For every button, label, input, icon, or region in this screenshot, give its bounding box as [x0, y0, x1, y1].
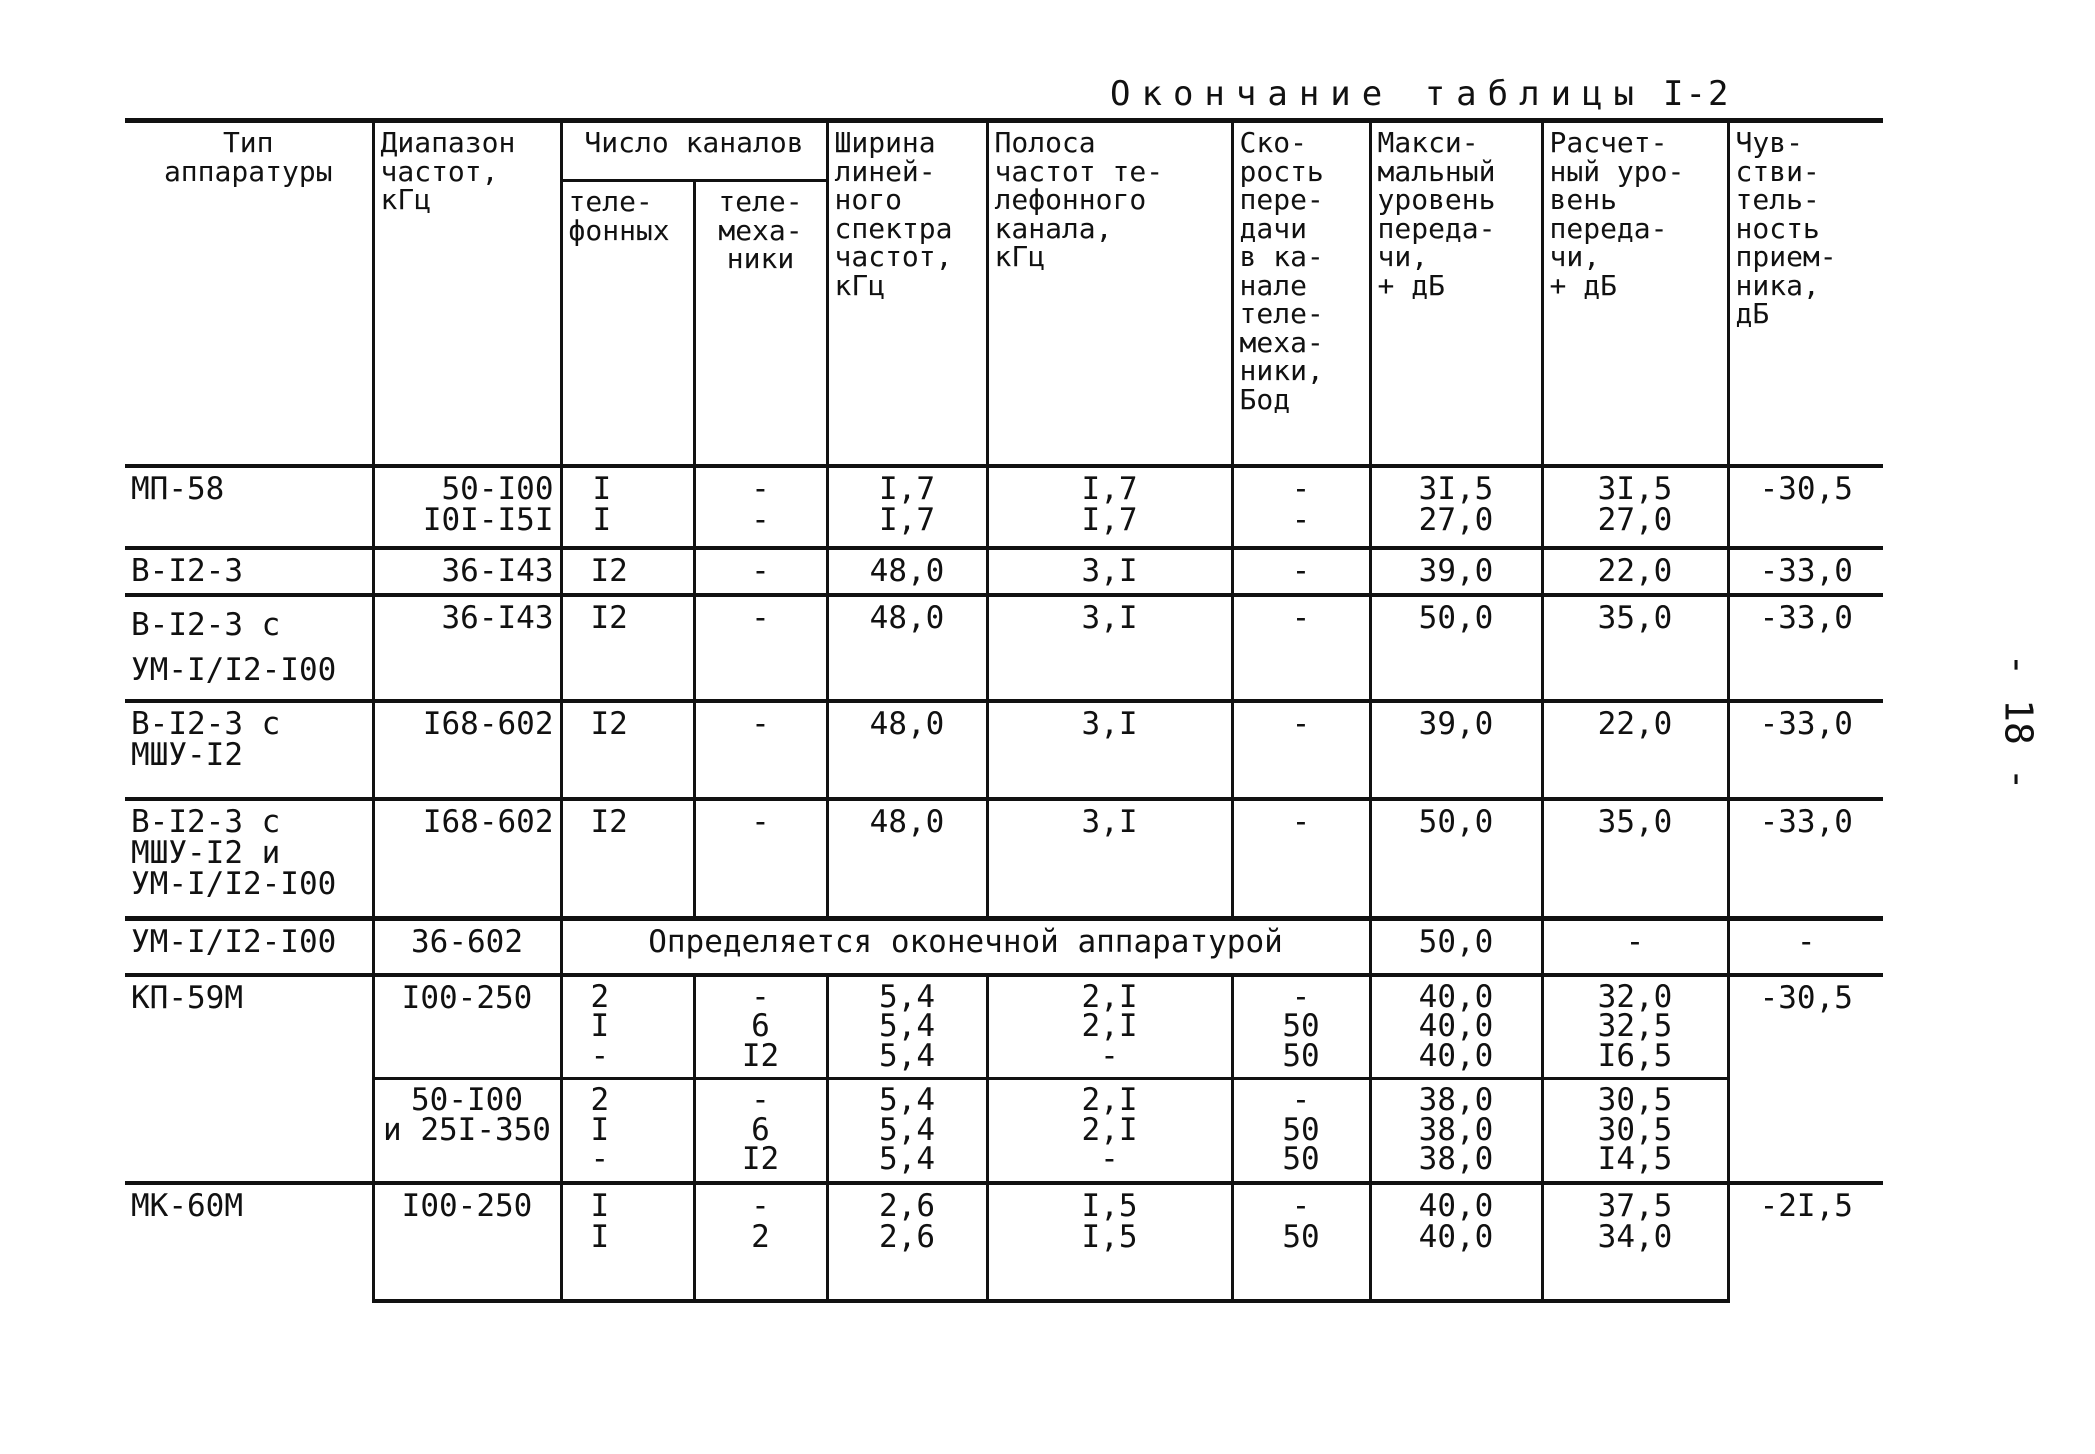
- cell-max: 40,0 40,0: [1370, 1183, 1542, 1301]
- cell-sens: -30,5: [1728, 466, 1883, 548]
- cell-telemech: -: [694, 701, 827, 799]
- cell-type: КП-59М: [125, 975, 373, 1183]
- cell-telemech: -: [694, 548, 827, 595]
- cell-telemech: -: [694, 799, 827, 919]
- header-type: Тип аппаратуры: [125, 121, 373, 467]
- cell-band: 2,I 2,I -: [987, 1079, 1232, 1183]
- cell-max: 39,0: [1370, 548, 1542, 595]
- equipment-table: [125, 118, 1883, 1303]
- header-max-level: Макси- мальный уровень переда- чи, + дБ: [1370, 121, 1542, 467]
- header-channels-telemech: теле- меха- ники: [694, 181, 827, 467]
- cell-tel: I2: [561, 595, 694, 701]
- table-row: [125, 595, 1883, 701]
- cell-width: I,7 I,7: [827, 466, 987, 548]
- cell-speed: - 50: [1232, 1183, 1370, 1301]
- table-row: [125, 701, 1883, 799]
- header-calc-level: Расчет- ный уро- вень переда- чи, + дБ: [1542, 121, 1728, 467]
- cell-speed: -: [1232, 595, 1370, 701]
- cell-tel: 2 I -: [561, 975, 694, 1079]
- cell-type: В-I2-3 с МШУ-I2: [125, 701, 373, 799]
- cell-range: 36-I43: [373, 548, 561, 595]
- cell-band: I,7 I,7: [987, 466, 1232, 548]
- cell-calc: 3I,5 27,0: [1542, 466, 1728, 548]
- table-caption: [1110, 74, 1730, 114]
- cell-type: В-I2-3 с УМ-I/I2-I00: [125, 595, 373, 701]
- header-channels: Число каналов: [561, 121, 827, 181]
- cell-range: I68-602: [373, 701, 561, 799]
- cell-band: I,5 I,5: [987, 1183, 1232, 1301]
- cell-telemech: - 2: [694, 1183, 827, 1301]
- table-row: [125, 799, 1883, 919]
- cell-sens: -33,0: [1728, 701, 1883, 799]
- header-band: Полоса частот те- лефонного канала, кГц: [987, 121, 1232, 467]
- cell-sens: -33,0: [1728, 595, 1883, 701]
- cell-max: 40,0 40,0 40,0: [1370, 975, 1542, 1079]
- header-sensitivity: Чув- стви- тель- ность прием- ника, дБ: [1728, 121, 1883, 467]
- caption-number: I-2: [1663, 74, 1731, 114]
- cell-calc: 35,0: [1542, 799, 1728, 919]
- cell-telemech: -: [694, 595, 827, 701]
- cell-max: 39,0: [1370, 701, 1542, 799]
- cell-width: 48,0: [827, 595, 987, 701]
- table-row: [125, 1079, 1883, 1183]
- cell-note: Определяется оконечной аппаратурой: [561, 919, 1370, 975]
- cell-width: 48,0: [827, 548, 987, 595]
- header-width: Ширина линей- ного спектра частот, кГц: [827, 121, 987, 467]
- cell-sens: -33,0: [1728, 799, 1883, 919]
- cell-type: МП-58: [125, 466, 373, 548]
- cell-tel: I2: [561, 799, 694, 919]
- cell-calc: -: [1542, 919, 1728, 975]
- table-row: [125, 975, 1883, 1079]
- cell-width: 2,6 2,6: [827, 1183, 987, 1301]
- cell-tel: I I: [561, 466, 694, 548]
- cell-type: В-I2-3 с МШУ-I2 и УМ-I/I2-I00: [125, 799, 373, 919]
- cell-tel: I2: [561, 701, 694, 799]
- cell-width: 5,4 5,4 5,4: [827, 975, 987, 1079]
- cell-sens: -33,0: [1728, 548, 1883, 595]
- cell-telemech: - 6 I2: [694, 1079, 827, 1183]
- cell-speed: - 50 50: [1232, 1079, 1370, 1183]
- header-speed: Ско- рость пере- дачи в ка- нале теле- меха- ники, Бод: [1232, 121, 1370, 467]
- cell-tel: 2 I -: [561, 1079, 694, 1183]
- cell-max: 50,0: [1370, 595, 1542, 701]
- cell-range: I00-250: [373, 975, 561, 1079]
- cell-range: 36-602: [373, 919, 561, 975]
- cell-calc: 32,0 32,5 I6,5: [1542, 975, 1728, 1079]
- table-row: [125, 466, 1883, 548]
- cell-tel: I I: [561, 1183, 694, 1301]
- cell-calc: 35,0: [1542, 595, 1728, 701]
- cell-calc: 22,0: [1542, 548, 1728, 595]
- cell-band: 3,I: [987, 595, 1232, 701]
- table-row: [125, 548, 1883, 595]
- cell-type: УМ-I/I2-I00: [125, 919, 373, 975]
- cell-calc: 37,5 34,0: [1542, 1183, 1728, 1301]
- cell-sens: -: [1728, 919, 1883, 975]
- cell-range: I68-602: [373, 799, 561, 919]
- cell-width: 5,4 5,4 5,4: [827, 1079, 987, 1183]
- cell-range: 36-I43: [373, 595, 561, 701]
- cell-band: 3,I: [987, 799, 1232, 919]
- cell-max: 38,0 38,0 38,0: [1370, 1079, 1542, 1183]
- cell-max: 50,0: [1370, 919, 1542, 975]
- cell-width: 48,0: [827, 799, 987, 919]
- cell-band: 3,I: [987, 701, 1232, 799]
- cell-range: I00-250: [373, 1183, 561, 1301]
- table-row: [125, 1183, 1883, 1301]
- cell-band: 2,I 2,I -: [987, 975, 1232, 1079]
- cell-speed: - -: [1232, 466, 1370, 548]
- cell-max: 3I,5 27,0: [1370, 466, 1542, 548]
- cell-calc: 30,5 30,5 I4,5: [1542, 1079, 1728, 1183]
- cell-tel: I2: [561, 548, 694, 595]
- cell-speed: -: [1232, 548, 1370, 595]
- cell-sens: -30,5: [1728, 975, 1883, 1183]
- cell-speed: -: [1232, 701, 1370, 799]
- cell-speed: - 50 50: [1232, 975, 1370, 1079]
- cell-telemech: - 6 I2: [694, 975, 827, 1079]
- cell-range: 50-I00 I0I-I5I: [373, 466, 561, 548]
- cell-width: 48,0: [827, 701, 987, 799]
- cell-band: 3,I: [987, 548, 1232, 595]
- header-range: Диапазон частот, кГц: [373, 121, 561, 467]
- table-row: [125, 919, 1883, 975]
- page-number: - 18 -: [1996, 653, 2041, 791]
- cell-type: МК-60М: [125, 1183, 373, 1301]
- cell-max: 50,0: [1370, 799, 1542, 919]
- caption-text: Окончание таблицы: [1110, 74, 1645, 114]
- cell-sens: -2I,5: [1728, 1183, 1883, 1301]
- cell-speed: -: [1232, 799, 1370, 919]
- cell-telemech: - -: [694, 466, 827, 548]
- cell-range: 50-I00 и 25I-350: [373, 1079, 561, 1183]
- cell-type: В-I2-3: [125, 548, 373, 595]
- cell-calc: 22,0: [1542, 701, 1728, 799]
- header-channels-tel: теле- фонных: [561, 181, 694, 467]
